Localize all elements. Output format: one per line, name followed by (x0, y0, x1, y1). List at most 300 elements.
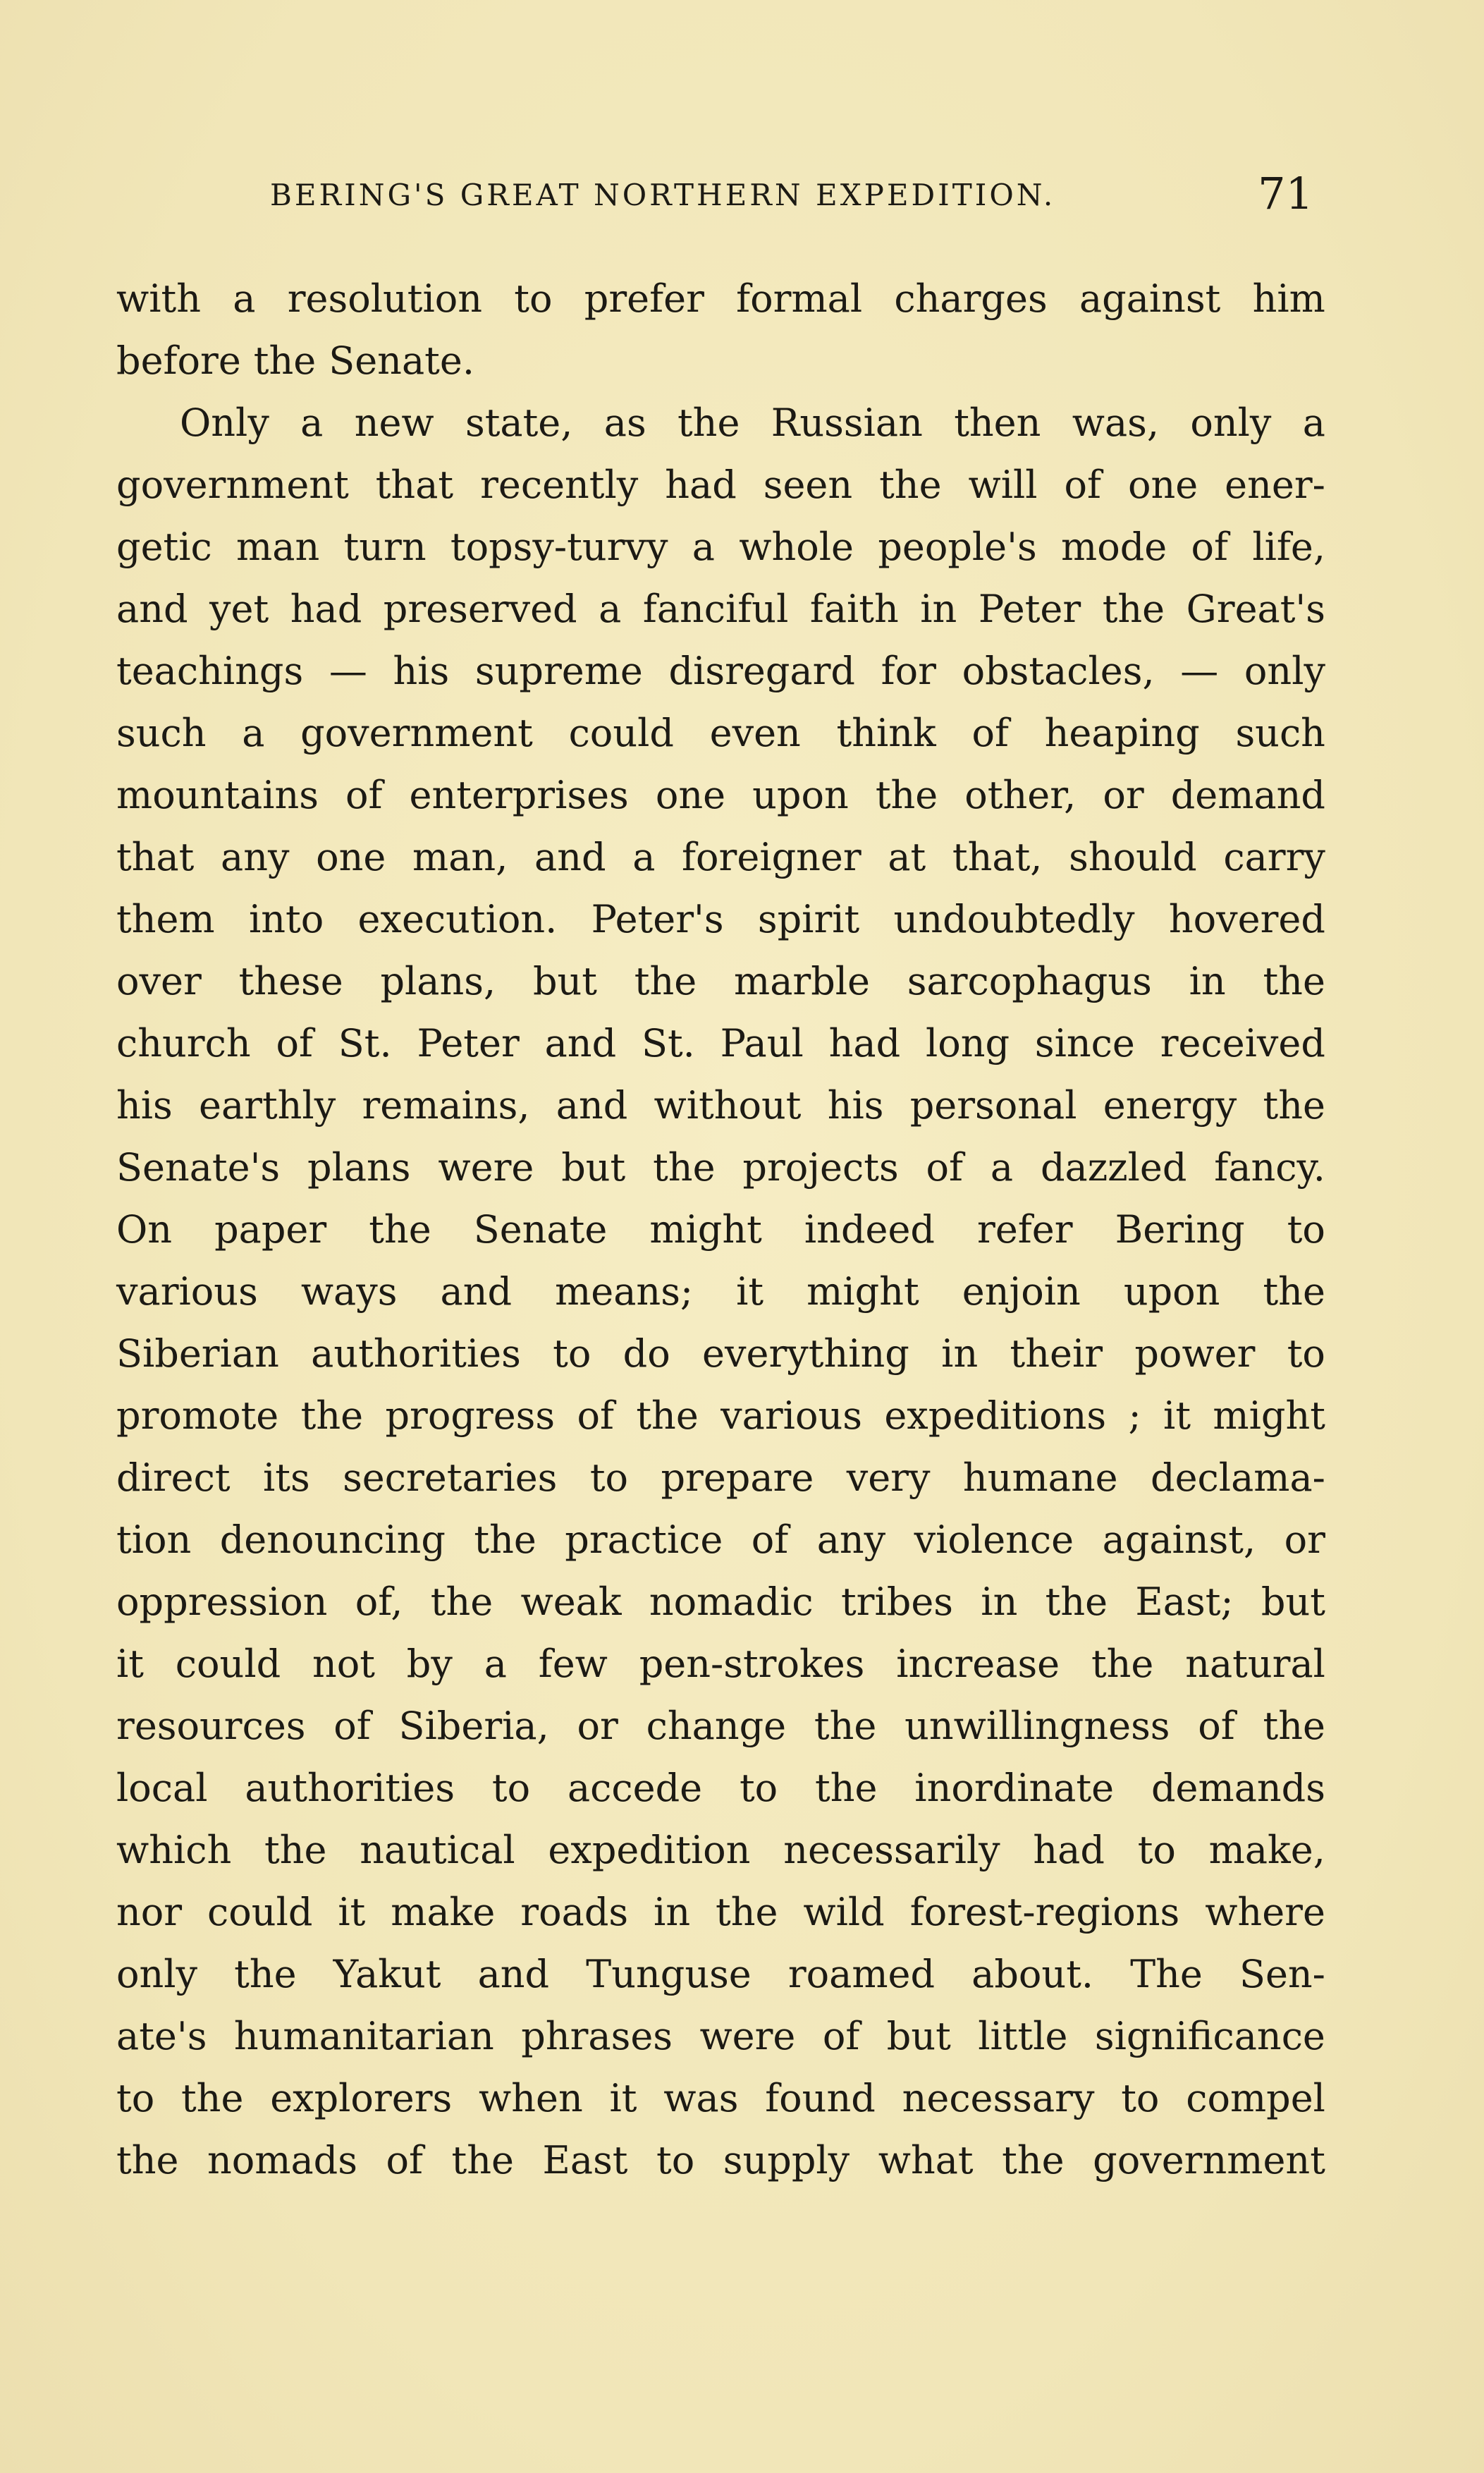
word: wild (803, 1890, 885, 1934)
word: it (116, 1642, 144, 1686)
word: necessary (902, 2076, 1095, 2120)
word: demands (1151, 1766, 1325, 1810)
word: Great's (1186, 587, 1325, 631)
text-line (116, 1633, 1325, 1695)
word: declama- (1151, 1455, 1325, 1500)
word: man, (412, 835, 508, 879)
word: were (699, 2014, 796, 2058)
word: Siberia, (398, 1704, 549, 1748)
word: energy (1103, 1083, 1237, 1128)
word: the (1045, 1580, 1108, 1624)
word: roads (520, 1890, 629, 1934)
word: only (1190, 401, 1272, 445)
word: with (116, 276, 201, 321)
word: found (765, 2076, 876, 2120)
word: forest-regions (909, 1890, 1180, 1934)
word: East; (1135, 1580, 1234, 1624)
word: and (534, 835, 606, 879)
word: heaping (1044, 711, 1200, 755)
word: it (1163, 1393, 1191, 1438)
word: the (1102, 587, 1165, 631)
word: any (221, 835, 290, 879)
text-line (116, 2130, 1325, 2192)
word: new (354, 401, 434, 445)
word: in (981, 1580, 1018, 1624)
text-line (116, 1695, 1325, 1757)
text-line (116, 1261, 1325, 1323)
word: preserved (383, 587, 577, 631)
word: at (888, 835, 926, 879)
word: topsy-turvy (450, 525, 668, 569)
word: in (654, 1890, 691, 1934)
word: necessarily (783, 1828, 1000, 1872)
word: his (827, 1083, 884, 1128)
word: little (978, 2014, 1068, 2058)
word: to (1287, 1331, 1325, 1376)
word: mountains (116, 773, 319, 817)
word: about. (971, 1952, 1094, 1996)
word: and (116, 587, 188, 631)
word: make, (1208, 1828, 1325, 1872)
word: Russian (771, 401, 923, 445)
word: for (881, 649, 936, 693)
word: but (886, 2014, 951, 2058)
word: fancy. (1214, 1145, 1325, 1190)
word: the (677, 401, 740, 445)
word: plans, (380, 959, 496, 1003)
word: a (484, 1642, 507, 1686)
word: the (253, 338, 317, 383)
word: Paul (720, 1021, 804, 1065)
word: and (477, 1952, 550, 1996)
word: upon (752, 773, 849, 817)
word: that, (952, 835, 1043, 879)
word: should (1069, 835, 1197, 879)
word: weak (520, 1580, 622, 1624)
word: Yakut (333, 1952, 441, 1996)
word: spirit (757, 897, 860, 941)
text-line (116, 1323, 1325, 1385)
running-head (270, 168, 1313, 224)
word: of (926, 1145, 964, 1190)
word: roamed (787, 1952, 936, 1996)
word: the (814, 1704, 877, 1748)
word: the (116, 2138, 179, 2182)
word: tribes (840, 1580, 953, 1624)
word: supreme (474, 649, 643, 693)
text-line (116, 1075, 1325, 1137)
word: and (544, 1021, 617, 1065)
word: secretaries (343, 1455, 558, 1500)
word: such (1235, 711, 1325, 755)
word: a (599, 587, 622, 631)
word: such (116, 711, 207, 755)
word: and (556, 1083, 628, 1128)
word: even (709, 711, 801, 755)
word: Senate (473, 1207, 608, 1252)
word: a (300, 401, 324, 445)
text-line (116, 1447, 1325, 1509)
word: could (568, 711, 674, 755)
word: a (233, 276, 256, 321)
word: increase (896, 1642, 1060, 1686)
word: execution. (357, 897, 558, 941)
word: but (532, 959, 597, 1003)
word: the (234, 1952, 297, 1996)
word: people's (878, 525, 1037, 569)
word: sarcophagus (907, 959, 1152, 1003)
text-line (116, 392, 1325, 454)
word: to (1287, 1207, 1325, 1252)
word: what (878, 2138, 974, 2182)
word: humanitarian (233, 2014, 494, 2058)
word: in (920, 587, 957, 631)
word: ways (300, 1269, 398, 1314)
word: of (386, 2138, 423, 2182)
word: obstacles, (962, 649, 1155, 693)
word: natural (1185, 1642, 1325, 1686)
word: accede (567, 1766, 703, 1810)
word: — (1180, 649, 1219, 693)
word: the (180, 2076, 244, 2120)
word: of, (355, 1580, 403, 1624)
word: indeed (804, 1207, 935, 1252)
word: St. (641, 1021, 695, 1065)
word: On (116, 1207, 173, 1252)
text-line (116, 2068, 1325, 2130)
word: the (1263, 959, 1325, 1003)
word: government (1093, 2138, 1325, 2182)
word: the (1091, 1642, 1154, 1686)
word: projects (742, 1145, 899, 1190)
word: progress (385, 1393, 556, 1438)
word: the (879, 463, 942, 507)
word: church (116, 1021, 251, 1065)
word: against (1079, 276, 1221, 321)
word: of (276, 1021, 313, 1065)
word: enjoin (962, 1269, 1081, 1314)
text-line (116, 330, 1325, 392)
word: which (116, 1828, 232, 1872)
word: received (1160, 1021, 1325, 1065)
word: denouncing (219, 1518, 446, 1562)
word: marble (733, 959, 870, 1003)
word: the (1263, 1704, 1325, 1748)
word: violence (914, 1518, 1074, 1562)
word: had (665, 463, 737, 507)
word: Only (180, 401, 269, 445)
word: might (1213, 1393, 1325, 1438)
word: in (941, 1331, 979, 1376)
word: to (656, 2138, 695, 2182)
word: promote (116, 1393, 279, 1438)
word: the (653, 1145, 716, 1190)
word: turn (343, 525, 427, 569)
word: them (116, 897, 215, 941)
word: life, (1252, 525, 1325, 569)
word: Tunguse (586, 1952, 752, 1996)
word: of (822, 2014, 860, 2058)
word: against, (1102, 1518, 1256, 1562)
word: government (116, 463, 349, 507)
word: tion (116, 1518, 192, 1562)
text-line (116, 1385, 1325, 1447)
word: nomads (207, 2138, 357, 2182)
word: to (491, 1766, 531, 1810)
text-line (116, 826, 1325, 889)
word: personal (909, 1083, 1077, 1128)
text-line (116, 1757, 1325, 1819)
word: the (474, 1518, 536, 1562)
word: yet (209, 587, 269, 631)
word: the (716, 1890, 778, 1934)
word: the (1002, 2138, 1065, 2182)
word: Sen- (1239, 1952, 1325, 1996)
word: paper (214, 1207, 327, 1252)
word: and (440, 1269, 513, 1314)
word: of (333, 1704, 371, 1748)
word: recently (480, 463, 639, 507)
word: of (971, 711, 1009, 755)
word: ate's (116, 2014, 207, 2058)
word: Peter (978, 587, 1081, 631)
word: dazzled (1040, 1145, 1187, 1190)
word: ener- (1225, 463, 1325, 507)
word: practice (565, 1518, 723, 1562)
word: pen-strokes (639, 1642, 865, 1686)
word: East (542, 2138, 628, 2182)
word: everything (702, 1331, 909, 1376)
word: one (1127, 463, 1198, 507)
word: refer (977, 1207, 1073, 1252)
word: to (514, 276, 553, 321)
word: foreigner (682, 835, 861, 879)
word: humane (962, 1455, 1118, 1500)
word: the (300, 1393, 364, 1438)
word: to (1137, 1828, 1176, 1872)
word: before (116, 338, 241, 383)
word: think (836, 711, 936, 755)
word: were (438, 1145, 534, 1190)
word: nor (116, 1890, 183, 1934)
word: The (1130, 1952, 1203, 1996)
word: him (1252, 276, 1325, 321)
word: over (116, 959, 202, 1003)
word: might (807, 1269, 919, 1314)
word: various (116, 1269, 258, 1314)
word: prefer (584, 276, 704, 321)
word: his (116, 1083, 173, 1128)
text-line (116, 2005, 1325, 2068)
word: local (116, 1766, 208, 1810)
word: significance (1094, 2014, 1325, 2058)
text-line (116, 1881, 1325, 1943)
word: into (248, 897, 324, 941)
word: one (655, 773, 726, 817)
word: when (479, 2076, 583, 2120)
word: government (300, 711, 533, 755)
word: power (1134, 1331, 1256, 1376)
word: mode (1061, 525, 1167, 569)
word: by (406, 1642, 453, 1686)
word: upon (1123, 1269, 1220, 1314)
word: Peter (417, 1021, 520, 1065)
word: of (1064, 463, 1101, 507)
word: to (589, 1455, 629, 1500)
word: a (990, 1145, 1014, 1190)
word: these (238, 959, 343, 1003)
word: state, (465, 401, 573, 445)
word: not (312, 1642, 375, 1686)
word: but (561, 1145, 626, 1190)
word: — (329, 649, 367, 693)
word: had (1033, 1828, 1105, 1872)
word: expedition (548, 1828, 751, 1872)
word: his (393, 649, 450, 693)
word: or (1284, 1518, 1325, 1562)
word: that (116, 835, 195, 879)
word: long (925, 1021, 1010, 1065)
word: St. (338, 1021, 392, 1065)
word: ; (1128, 1393, 1141, 1438)
word: of (577, 1393, 614, 1438)
word: compel (1186, 2076, 1325, 2120)
word: do (623, 1331, 670, 1376)
word: was, (1072, 401, 1160, 445)
word: a (242, 711, 265, 755)
word: could (175, 1642, 281, 1686)
word: other, (964, 773, 1077, 817)
word: as (603, 401, 646, 445)
word: few (538, 1642, 608, 1686)
text-line (116, 1943, 1325, 2005)
word: only (116, 1952, 198, 1996)
word: carry (1223, 835, 1325, 879)
word: in (1189, 959, 1226, 1003)
word: the (451, 2138, 514, 2182)
word: man (236, 525, 320, 569)
text-line (116, 454, 1325, 516)
word: a (1302, 401, 1325, 445)
word: Peter's (591, 897, 724, 941)
word: the (430, 1580, 493, 1624)
word: only (1244, 649, 1325, 693)
word: nautical (360, 1828, 515, 1872)
word: demand (1170, 773, 1325, 817)
word: whole (739, 525, 854, 569)
word: nomadic (649, 1580, 814, 1624)
word: had (828, 1021, 901, 1065)
word: a (632, 835, 656, 879)
word: the (1263, 1083, 1325, 1128)
word: hovered (1168, 897, 1325, 941)
word: Senate. (329, 338, 474, 383)
word: undoubtedly (893, 897, 1135, 941)
word: that (375, 463, 454, 507)
text-line (116, 1509, 1325, 1571)
word: without (654, 1083, 802, 1128)
word: authorities (245, 1766, 455, 1810)
text-line (116, 1819, 1325, 1881)
word: the (636, 1393, 699, 1438)
word: to (739, 1766, 778, 1810)
word: of (1191, 525, 1229, 569)
word: it (338, 1890, 366, 1934)
word: unwillingness (904, 1704, 1170, 1748)
text-line (116, 1199, 1325, 1261)
word: means; (555, 1269, 694, 1314)
word: to (1121, 2076, 1160, 2120)
word: or (577, 1704, 618, 1748)
word: Senate's (116, 1145, 281, 1190)
word: make (391, 1890, 496, 1934)
word: was (663, 2076, 739, 2120)
word: inordinate (914, 1766, 1115, 1810)
word: change (646, 1704, 787, 1748)
word: of (751, 1518, 789, 1562)
text-line (116, 516, 1325, 578)
word: their (1010, 1331, 1103, 1376)
word: fanciful (642, 587, 789, 631)
word: it (609, 2076, 637, 2120)
text-line (116, 951, 1325, 1013)
word: explorers (270, 2076, 453, 2120)
text-line (116, 578, 1325, 640)
word: might (649, 1207, 762, 1252)
word: prepare (661, 1455, 814, 1500)
word: plans (307, 1145, 411, 1190)
word: seen (763, 463, 853, 507)
word: then (954, 401, 1041, 445)
word: of (1198, 1704, 1235, 1748)
word: it (736, 1269, 764, 1314)
word: direct (116, 1455, 231, 1500)
word: of (345, 773, 383, 817)
word: expeditions (884, 1393, 1107, 1438)
text-line (116, 1137, 1325, 1199)
word: the (369, 1207, 431, 1252)
word: the (634, 959, 697, 1003)
word: various (720, 1393, 862, 1438)
word: Bering (1115, 1207, 1245, 1252)
text-line (116, 640, 1325, 702)
word: phrases (521, 2014, 673, 2058)
word: oppression (116, 1580, 328, 1624)
text-line (116, 702, 1325, 764)
word: resources (116, 1704, 306, 1748)
word: the (815, 1766, 878, 1810)
word: the (875, 773, 938, 817)
word: the (1263, 1269, 1325, 1314)
word: resolution (287, 276, 483, 321)
word: teachings (116, 649, 304, 693)
word: formal (736, 276, 863, 321)
page-number: 71 (1258, 168, 1313, 219)
word: had (290, 587, 362, 631)
word: disregard (668, 649, 855, 693)
text-line (116, 1013, 1325, 1075)
word: remains, (362, 1083, 530, 1128)
word: faith (809, 587, 899, 631)
word: the (264, 1828, 327, 1872)
text-line (116, 268, 1325, 330)
word: supply (723, 2138, 850, 2182)
text-line (116, 1571, 1325, 1633)
text-line (116, 889, 1325, 951)
word: to (116, 2076, 155, 2120)
word: since (1034, 1021, 1135, 1065)
word: Siberian (116, 1331, 279, 1376)
